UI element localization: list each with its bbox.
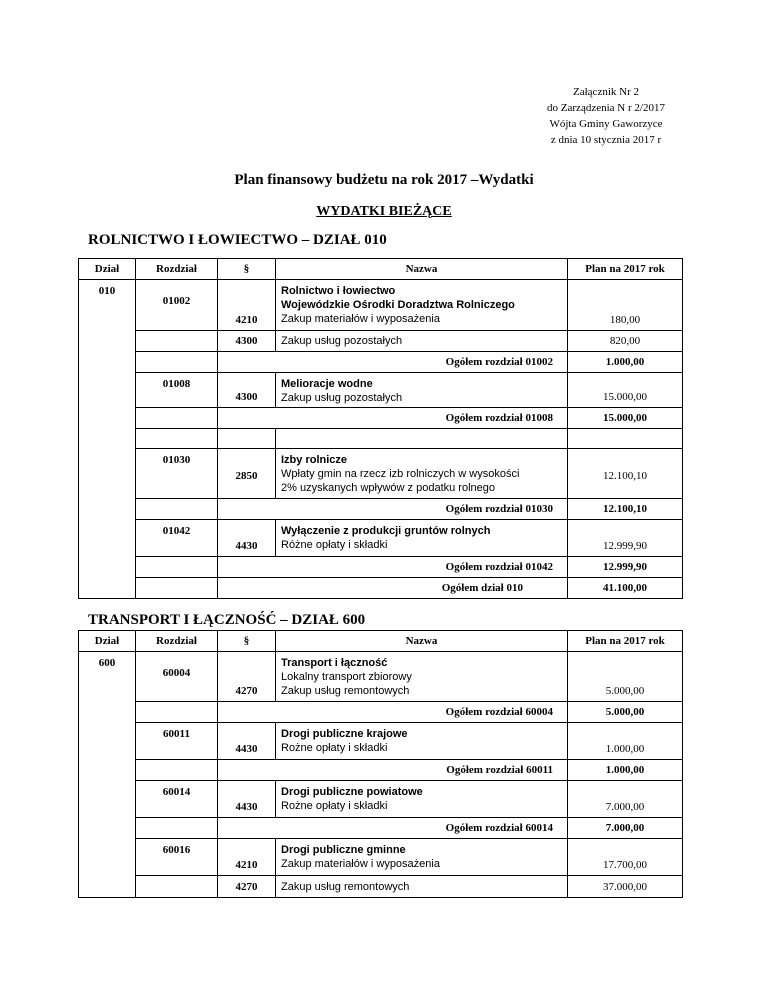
total-label: Ogółem rozdział 01042 [218, 557, 568, 578]
rozdzial-code: 01042 [136, 520, 218, 557]
nazwa-cell [276, 652, 568, 702]
table-row [79, 280, 683, 331]
table-row [79, 373, 683, 408]
paragraph-code: 4210 [218, 839, 276, 876]
plan-value: 37.000,00 [568, 876, 683, 898]
plan-value: 5.000,00 [568, 652, 683, 702]
header-plan: Plan na 2017 rok [568, 631, 683, 652]
total-row [79, 499, 683, 520]
nazwa-text: Zakup usług remontowych [276, 876, 568, 898]
table-row [79, 331, 683, 352]
annex-block [532, 84, 680, 148]
table-row [79, 520, 683, 557]
nazwa-heading: Wyłączenie z produkcji gruntów rolnych [281, 525, 491, 537]
total-row [79, 702, 683, 723]
total-value: 1.000,00 [568, 760, 683, 781]
nazwa-cell [276, 449, 568, 499]
plan-value: 180,00 [568, 280, 683, 331]
page-subtitle: WYDATKI BIEŻĄCE [316, 204, 452, 219]
header-nazwa: Nazwa [276, 259, 568, 280]
nazwa-text: Różne opłaty i składki [281, 539, 388, 551]
rozdzial-code: 01030 [136, 449, 218, 499]
nazwa-heading: Drogi publiczne powiatowe [281, 786, 423, 798]
total-label: Ogółem rozdział 01008 [218, 408, 568, 429]
rozdzial-code: 60014 [136, 781, 218, 818]
total-row [79, 818, 683, 839]
annex-line: Wójta Gminy Gaworzyce [549, 118, 663, 130]
table-row [79, 839, 683, 876]
nazwa-heading: Transport i łączność [281, 657, 388, 669]
nazwa-text: Zakup usług remontowych [281, 685, 410, 697]
paragraph-code: 2850 [218, 449, 276, 499]
paragraph-code: 4270 [218, 652, 276, 702]
nazwa-text: 2% uzyskanych wpływów z podatku rolnego [281, 482, 496, 494]
header-paragraph: § [218, 631, 276, 652]
plan-value: 7.000,00 [568, 781, 683, 818]
header-nazwa: Nazwa [276, 631, 568, 652]
paragraph-code: 4430 [218, 781, 276, 818]
total-label: Ogółem rozdział 01030 [218, 499, 568, 520]
paragraph-code: 4210 [218, 280, 276, 331]
plan-value: 15.000,00 [568, 373, 683, 408]
nazwa-cell [276, 839, 568, 876]
nazwa-heading: Drogi publiczne krajowe [281, 728, 408, 740]
total-value: 1.000,00 [568, 352, 683, 373]
nazwa-text: Wpłaty gmin na rzecz izb rolniczych w wysokości [281, 468, 520, 480]
nazwa-heading: Melioracje wodne [281, 378, 373, 390]
header-dzial: Dział [79, 259, 136, 280]
nazwa-text: Zakup materiałów i wyposażenia [281, 313, 440, 325]
rozdzial-code: 01002 [136, 280, 218, 331]
total-value: 12.999,90 [568, 557, 683, 578]
plan-value: 1.000,00 [568, 723, 683, 760]
plan-value: 12.100,10 [568, 449, 683, 499]
total-row [79, 760, 683, 781]
total-row [79, 557, 683, 578]
nazwa-cell [276, 781, 568, 818]
nazwa-heading: Drogi publiczne gminne [281, 844, 406, 856]
table-dzial-600 [78, 630, 683, 898]
section-title-600: TRANSPORT I ŁĄCZNOŚĆ – DZIAŁ 600 [88, 612, 366, 628]
grand-total-label: Ogółem dział 010 [218, 578, 568, 599]
total-label: Ogółem rozdział 60011 [218, 760, 568, 781]
paragraph-code: 4300 [218, 373, 276, 408]
total-label: Ogółem rozdział 60014 [218, 818, 568, 839]
paragraph-code: 4430 [218, 520, 276, 557]
annex-line: do Zarządzenia N r 2/2017 [547, 102, 665, 114]
total-value: 5.000,00 [568, 702, 683, 723]
rozdzial-code: 60004 [136, 652, 218, 702]
total-label: Ogółem rozdział 60004 [218, 702, 568, 723]
dzial-code: 600 [79, 652, 136, 898]
nazwa-text: Zakup usług pozostałych [276, 331, 568, 352]
header-plan: Plan na 2017 rok [568, 259, 683, 280]
table-row [79, 723, 683, 760]
header-paragraph: § [218, 259, 276, 280]
nazwa-text: Rożne opłaty i składki [281, 800, 388, 812]
dzial-code: 010 [79, 280, 136, 599]
table-row [79, 449, 683, 499]
header-dzial: Dział [79, 631, 136, 652]
nazwa-text: Rożne opłaty i składki [281, 742, 388, 754]
header-rozdzial: Rozdział [136, 259, 218, 280]
paragraph-code: 4300 [218, 331, 276, 352]
paragraph-code: 4430 [218, 723, 276, 760]
rozdzial-code: 60011 [136, 723, 218, 760]
table-row [79, 781, 683, 818]
nazwa-heading: Wojewódzkie Ośrodki Doradztwa Rolniczego [281, 299, 515, 311]
section-title-010: ROLNICTWO I ŁOWIECTWO – DZIAŁ 010 [88, 232, 387, 248]
nazwa-heading: Rolnictwo i łowiectwo [281, 285, 396, 297]
nazwa-text: Zakup usług pozostałych [281, 392, 403, 404]
nazwa-cell [276, 280, 568, 331]
grand-total-value: 41.100,00 [568, 578, 683, 599]
nazwa-cell [276, 520, 568, 557]
rozdzial-code: 60016 [136, 839, 218, 876]
nazwa-cell [276, 723, 568, 760]
total-label: Ogółem rozdział 01002 [218, 352, 568, 373]
paragraph-code: 4270 [218, 876, 276, 898]
plan-value: 820,00 [568, 331, 683, 352]
total-row [79, 352, 683, 373]
page-title: Plan finansowy budżetu na rok 2017 –Wydatki [234, 172, 534, 188]
rozdzial-code: 01008 [136, 373, 218, 408]
plan-value: 17.700,00 [568, 839, 683, 876]
total-value: 15.000,00 [568, 408, 683, 429]
nazwa-heading: Izby rolnicze [281, 454, 348, 466]
spacer-row [79, 429, 683, 449]
total-value: 7.000,00 [568, 818, 683, 839]
table-row [79, 652, 683, 702]
grand-total-row [79, 578, 683, 599]
nazwa-text: Zakup materiałów i wyposażenia [281, 858, 440, 870]
nazwa-text: Lokalny transport zbiorowy [281, 671, 412, 683]
table-dzial-010 [78, 258, 683, 599]
annex-line: Załącznik Nr 2 [573, 86, 639, 98]
total-value: 12.100,10 [568, 499, 683, 520]
annex-line: z dnia 10 stycznia 2017 r [550, 134, 662, 146]
table-row [79, 876, 683, 898]
plan-value: 12.999,90 [568, 520, 683, 557]
header-rozdzial: Rozdział [136, 631, 218, 652]
total-row [79, 408, 683, 429]
nazwa-cell [276, 373, 568, 408]
